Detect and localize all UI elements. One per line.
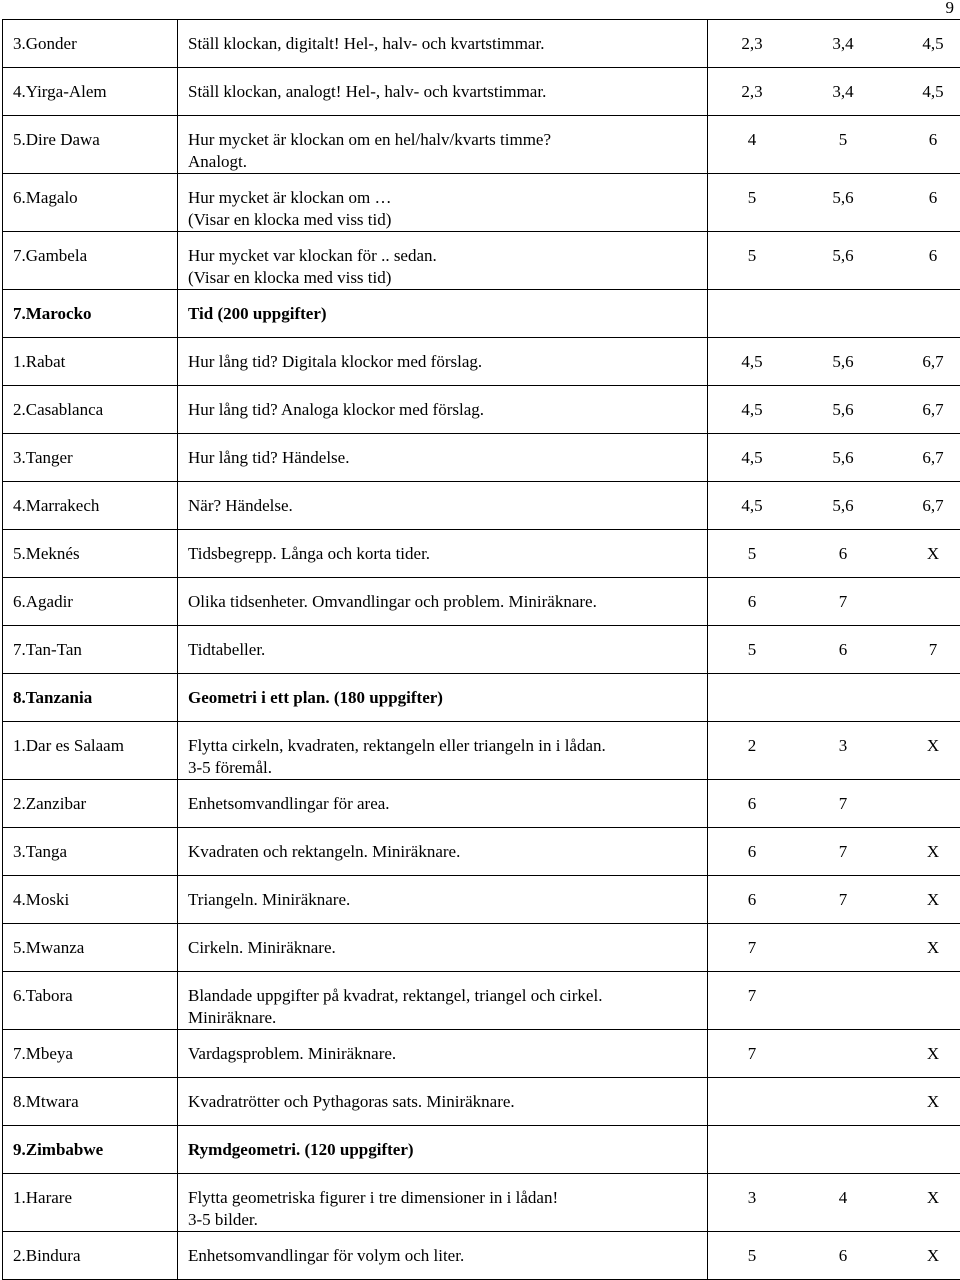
level-value: 7 xyxy=(722,937,782,959)
row-levels xyxy=(708,174,960,232)
row-name: 6.Magalo xyxy=(3,174,178,232)
level-value: 4 xyxy=(722,129,782,151)
table-row xyxy=(3,578,960,626)
row-levels xyxy=(708,68,960,116)
row-name: 7.Gambela xyxy=(3,232,178,290)
table-row xyxy=(3,876,960,924)
level-value: 4,5 xyxy=(903,81,960,103)
description-line-2: (Visar en klocka med viss tid) xyxy=(188,267,707,289)
row-levels xyxy=(708,1030,960,1078)
level-value: 5 xyxy=(722,1245,782,1267)
row-levels xyxy=(708,482,960,530)
row-name: 1.Dar es Salaam xyxy=(3,722,178,780)
row-description xyxy=(178,722,708,780)
level-value: 4,5 xyxy=(722,351,782,373)
description-line-2: 3-5 föremål. xyxy=(188,757,707,779)
description-line: Flytta geometriska figurer i tre dimensioner in i lådan! xyxy=(188,1187,707,1209)
row-name: 7.Mbeya xyxy=(3,1030,178,1078)
table-row xyxy=(3,68,960,116)
row-description xyxy=(178,972,708,1030)
level-value: X xyxy=(903,1091,960,1113)
row-description xyxy=(178,1174,708,1232)
table-row xyxy=(3,482,960,530)
table-row xyxy=(3,232,960,290)
row-description xyxy=(178,626,708,674)
level-value: 7 xyxy=(722,985,782,1007)
row-name: 6.Agadir xyxy=(3,578,178,626)
row-name: 5.Mwanza xyxy=(3,924,178,972)
table-row xyxy=(3,1078,960,1126)
row-name: 9.Zimbabwe xyxy=(3,1126,178,1174)
row-levels xyxy=(708,578,960,626)
table-row xyxy=(3,290,960,338)
row-levels xyxy=(708,290,960,338)
level-value: 3,4 xyxy=(813,81,873,103)
row-levels xyxy=(708,924,960,972)
table-row xyxy=(3,1126,960,1174)
row-levels xyxy=(708,1078,960,1126)
row-name: 2.Bindura xyxy=(3,1232,178,1280)
table-row xyxy=(3,386,960,434)
table-row xyxy=(3,1174,960,1232)
level-value: 4 xyxy=(813,1187,873,1209)
level-value: 5 xyxy=(722,187,782,209)
table-row xyxy=(3,780,960,828)
level-value: 7 xyxy=(722,1043,782,1065)
row-levels xyxy=(708,116,960,174)
table-row xyxy=(3,828,960,876)
row-name: 1.Harare xyxy=(3,1174,178,1232)
level-value: 5,6 xyxy=(813,399,873,421)
table-row xyxy=(3,530,960,578)
row-description xyxy=(178,578,708,626)
description-line-2: (Visar en klocka med viss tid) xyxy=(188,209,707,231)
row-name: 7.Marocko xyxy=(3,290,178,338)
row-levels xyxy=(708,876,960,924)
level-value: 6 xyxy=(813,639,873,661)
description-line-2: 3-5 bilder. xyxy=(188,1209,707,1231)
description-line: Cirkeln. Miniräknare. xyxy=(188,937,707,959)
table-row xyxy=(3,434,960,482)
row-description xyxy=(178,1126,708,1174)
row-levels xyxy=(708,434,960,482)
row-description xyxy=(178,482,708,530)
table-row xyxy=(3,174,960,232)
level-value: 5 xyxy=(722,543,782,565)
level-value: 6 xyxy=(722,889,782,911)
description-line: Hur lång tid? Händelse. xyxy=(188,447,707,469)
description-line: Tid (200 uppgifter) xyxy=(188,303,707,325)
row-levels xyxy=(708,722,960,780)
level-value: 2 xyxy=(722,735,782,757)
description-line: Blandade uppgifter på kvadrat, rektangel, triangel och cirkel. xyxy=(188,985,707,1007)
description-line: Enhetsomvandlingar för volym och liter. xyxy=(188,1245,707,1267)
row-description xyxy=(178,232,708,290)
description-line: Tidtabeller. xyxy=(188,639,707,661)
level-value: 6,7 xyxy=(903,495,960,517)
row-name: 4.Yirga-Alem xyxy=(3,68,178,116)
row-levels xyxy=(708,1174,960,1232)
description-line: Ställ klockan, analogt! Hel-, halv- och kvartstimmar. xyxy=(188,81,707,103)
row-levels xyxy=(708,1232,960,1280)
table-row xyxy=(3,1030,960,1078)
level-value: 6,7 xyxy=(903,351,960,373)
row-levels xyxy=(708,232,960,290)
description-line: Rymdgeometri. (120 uppgifter) xyxy=(188,1139,707,1161)
row-name: 4.Marrakech xyxy=(3,482,178,530)
description-line: Hur mycket var klockan för .. sedan. xyxy=(188,245,707,267)
row-name: 7.Tan-Tan xyxy=(3,626,178,674)
table-row xyxy=(3,338,960,386)
table-row xyxy=(3,674,960,722)
level-value: X xyxy=(903,1187,960,1209)
row-levels xyxy=(708,828,960,876)
level-value: 7 xyxy=(813,793,873,815)
level-value: 3 xyxy=(722,1187,782,1209)
row-description xyxy=(178,338,708,386)
description-line-2: Analogt. xyxy=(188,151,707,173)
level-value: 6 xyxy=(813,543,873,565)
level-value: 7 xyxy=(813,841,873,863)
level-value: 4,5 xyxy=(903,33,960,55)
table-row xyxy=(3,924,960,972)
row-name: 3.Gonder xyxy=(3,20,178,68)
row-name: 3.Tanger xyxy=(3,434,178,482)
row-levels xyxy=(708,386,960,434)
row-description xyxy=(178,290,708,338)
level-value: 6,7 xyxy=(903,399,960,421)
level-value: 5,6 xyxy=(813,351,873,373)
level-value: X xyxy=(903,543,960,565)
row-levels xyxy=(708,674,960,722)
description-line: Vardagsproblem. Miniräknare. xyxy=(188,1043,707,1065)
level-value: 5,6 xyxy=(813,447,873,469)
description-line: Geometri i ett plan. (180 uppgifter) xyxy=(188,687,707,709)
level-value: 6,7 xyxy=(903,447,960,469)
level-value: 7 xyxy=(813,889,873,911)
description-line: Flytta cirkeln, kvadraten, rektangeln eller triangeln in i lådan. xyxy=(188,735,707,757)
page-number: 9 xyxy=(946,0,955,18)
row-name: 4.Moski xyxy=(3,876,178,924)
description-line: Ställ klockan, digitalt! Hel-, halv- och kvartstimmar. xyxy=(188,33,707,55)
row-description xyxy=(178,674,708,722)
row-name: 8.Tanzania xyxy=(3,674,178,722)
description-line-2: Miniräknare. xyxy=(188,1007,707,1029)
level-value: 7 xyxy=(903,639,960,661)
row-name: 6.Tabora xyxy=(3,972,178,1030)
level-value: 5 xyxy=(722,639,782,661)
table-row xyxy=(3,1232,960,1280)
row-name: 3.Tanga xyxy=(3,828,178,876)
row-description xyxy=(178,1232,708,1280)
level-value: X xyxy=(903,937,960,959)
table-row xyxy=(3,20,960,68)
row-name: 5.Dire Dawa xyxy=(3,116,178,174)
description-line: Kvadratrötter och Pythagoras sats. Miniräknare. xyxy=(188,1091,707,1113)
table-row xyxy=(3,722,960,780)
course-table xyxy=(2,19,960,1280)
level-value: 5,6 xyxy=(813,187,873,209)
level-value: 6 xyxy=(903,187,960,209)
level-value: 6 xyxy=(722,793,782,815)
level-value: 5,6 xyxy=(813,245,873,267)
description-line: Olika tidsenheter. Omvandlingar och problem. Miniräknare. xyxy=(188,591,707,613)
level-value: 5,6 xyxy=(813,495,873,517)
description-line: Tidsbegrepp. Långa och korta tider. xyxy=(188,543,707,565)
table-row xyxy=(3,116,960,174)
level-value: X xyxy=(903,735,960,757)
row-levels xyxy=(708,972,960,1030)
row-levels xyxy=(708,338,960,386)
description-line: När? Händelse. xyxy=(188,495,707,517)
level-value: 6 xyxy=(722,591,782,613)
row-name: 8.Mtwara xyxy=(3,1078,178,1126)
level-value: X xyxy=(903,841,960,863)
row-levels xyxy=(708,626,960,674)
row-description xyxy=(178,386,708,434)
level-value: X xyxy=(903,1043,960,1065)
row-description xyxy=(178,68,708,116)
row-description xyxy=(178,876,708,924)
row-description xyxy=(178,828,708,876)
description-line: Hur lång tid? Analoga klockor med förslag. xyxy=(188,399,707,421)
level-value: 4,5 xyxy=(722,495,782,517)
description-line: Hur mycket är klockan om … xyxy=(188,187,707,209)
row-description xyxy=(178,116,708,174)
description-line: Triangeln. Miniräknare. xyxy=(188,889,707,911)
row-name: 5.Meknés xyxy=(3,530,178,578)
level-value: 3 xyxy=(813,735,873,757)
level-value: 2,3 xyxy=(722,81,782,103)
row-description xyxy=(178,434,708,482)
level-value: 2,3 xyxy=(722,33,782,55)
description-line: Hur mycket är klockan om en hel/halv/kvarts timme? xyxy=(188,129,707,151)
level-value: X xyxy=(903,889,960,911)
level-value: 3,4 xyxy=(813,33,873,55)
description-line: Hur lång tid? Digitala klockor med förslag. xyxy=(188,351,707,373)
row-description xyxy=(178,20,708,68)
row-description xyxy=(178,1030,708,1078)
description-line: Enhetsomvandlingar för area. xyxy=(188,793,707,815)
level-value: 6 xyxy=(813,1245,873,1267)
level-value: 6 xyxy=(903,245,960,267)
level-value: 6 xyxy=(903,129,960,151)
level-value: 5 xyxy=(722,245,782,267)
level-value: 6 xyxy=(722,841,782,863)
description-line: Kvadraten och rektangeln. Miniräknare. xyxy=(188,841,707,863)
row-levels xyxy=(708,530,960,578)
row-description xyxy=(178,1078,708,1126)
level-value: 7 xyxy=(813,591,873,613)
row-levels xyxy=(708,780,960,828)
row-description xyxy=(178,530,708,578)
row-description xyxy=(178,780,708,828)
row-description xyxy=(178,174,708,232)
row-levels xyxy=(708,20,960,68)
level-value: X xyxy=(903,1245,960,1267)
row-name: 2.Zanzibar xyxy=(3,780,178,828)
table-row xyxy=(3,972,960,1030)
table-row xyxy=(3,626,960,674)
row-name: 1.Rabat xyxy=(3,338,178,386)
level-value: 4,5 xyxy=(722,447,782,469)
row-name: 2.Casablanca xyxy=(3,386,178,434)
level-value: 4,5 xyxy=(722,399,782,421)
row-description xyxy=(178,924,708,972)
level-value: 5 xyxy=(813,129,873,151)
row-levels xyxy=(708,1126,960,1174)
